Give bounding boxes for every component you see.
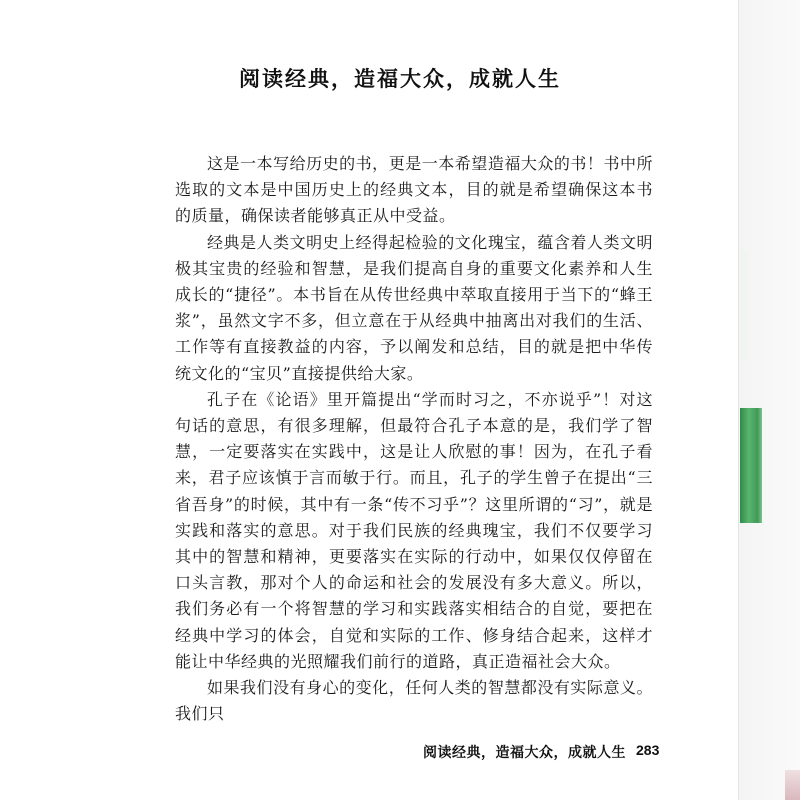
body-text	[175, 151, 653, 727]
cover-edge-bottom	[785, 770, 800, 800]
running-head: 阅读经典，造福大众，成就人生	[423, 745, 626, 761]
paragraph-4: 如果我们没有身心的变化，任何人类的智慧都没有实际意义。我们只	[175, 678, 653, 724]
paragraph-2: 经典是人类文明史上经得起检验的文化瑰宝，蕴含着人类文明极其宝贵的经验和智慧，是我们提高自身的重要文化素养和人生成长的“捷径”。本书旨在从传世经典中萃取直接用于当下的“蜂王浆”，虽然文字不多，但立意在于从经典中抽离出对我们的生活、工作等有直接教益的内容，予以阐发和总结，目的就是把中华传统文化的“宝贝”直接提供给大家。	[175, 232, 653, 383]
paragraph-1: 这是一本写给历史的书，更是一本希望造福大众的书！书中所选取的文本是中国历史上的经典文本，目的就是希望确保这本书的质量，确保读者能够真正从中受益。	[175, 154, 653, 226]
paragraph-3: 孔子在《论语》里开篇提出“学而时习之，不亦说乎”！对这句话的意思，有很多理解，但最符合孔子本意的是，我们学了智慧，一定要落实在实践中，这是让人欣慰的事！因为，在孔子看来，君子应该慎于言而敏于行。而且，孔子的学生曾子在提出“三省吾身”的时候，其中有一条“传不习乎”？这里所谓的“习”，就是实践和落实的意思。对于我们民族的经典瑰宝，我们不仅要学习其中的智慧和精神，更要落实在实际的行动中，如果仅仅停留在口头言教，那对个人的命运和社会的发展没有多大意义。所以，我们务必有一个将智慧的学习和实践落实相结合的自觉，要把在经典中学习的体会，自觉和实际的工作、修身结合起来，这样才能让中华经典的光照耀我们前行的道路，真正造福社会大众。	[175, 389, 653, 671]
page-number: 283	[636, 742, 660, 758]
cover-edge-pale	[740, 250, 748, 360]
cover-edge-green	[740, 408, 762, 523]
page-edge	[738, 0, 800, 800]
page-edge-line	[738, 0, 739, 800]
chapter-title: 阅读经典，造福大众，成就人生	[239, 66, 561, 91]
